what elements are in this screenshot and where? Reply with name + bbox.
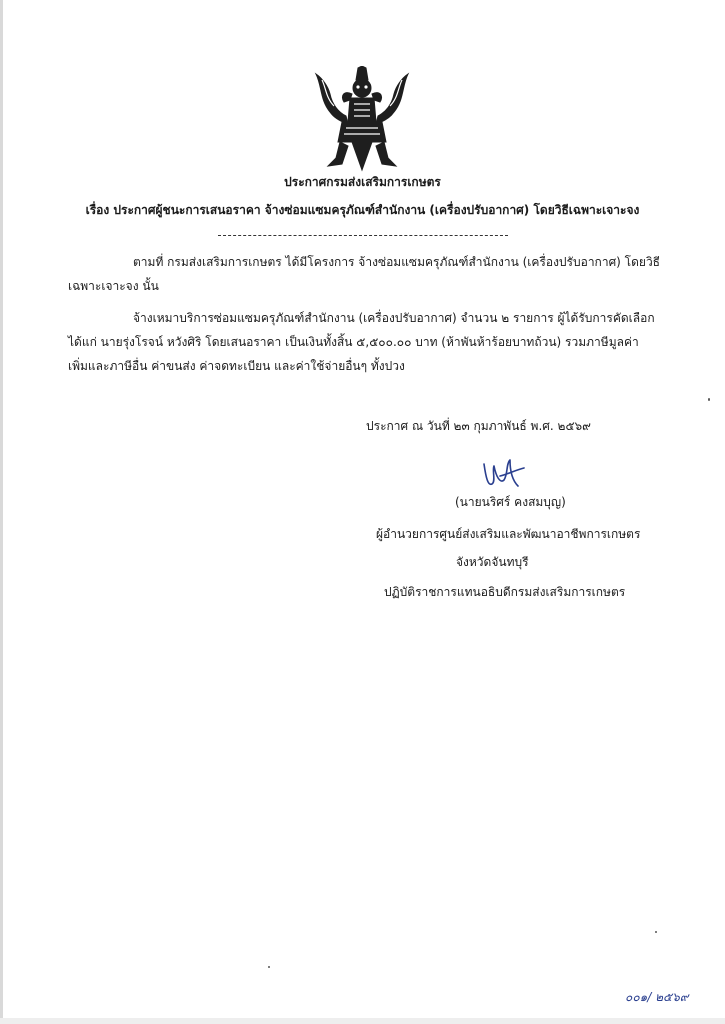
signatory-name: (นายนริศร์ คงสมบุญ) [455,495,566,509]
signatory-position-line-2: จังหวัดจันทบุรี [456,555,529,569]
title-divider [218,235,508,236]
signatory-position-line-1: ผู้อำนวยการศูนย์ส่งเสริมและพัฒนาอาชีพการเกษตร [376,527,641,541]
scan-edge-left [0,0,3,1024]
paragraph-2-line-3: เพิ่มและภาษีอื่น ค่าขนส่ง ค่าจดทะเบียน และค่าใช้จ่ายอื่นๆ ทั้งปวง [68,359,405,373]
document-number: ๐๐๑/ ๒๕๖๙ [625,990,689,1004]
scan-edge-bottom [0,1018,725,1024]
garuda-emblem-icon [312,66,412,174]
paragraph-2-line-1: จ้างเหมาบริการซ่อมแซมครุภัณฑ์สำนักงาน (เครื่องปรับอากาศ) จำนวน ๒ รายการ ผู้ได้รับการคัดเลือก [133,311,655,325]
announcement-date: ประกาศ ณ วันที่ ๒๓ กุมภาพันธ์ พ.ศ. ๒๕๖๙ [366,419,591,433]
signatory-position-line-3: ปฏิบัติราชการแทนอธิบดีกรมส่งเสริมการเกษตร [384,585,626,599]
signature-icon [478,456,528,492]
announcement-title: ประกาศกรมส่งเสริมการเกษตร [284,175,441,189]
scan-speck [655,931,657,933]
paragraph-1-line-2: เฉพาะเจาะจง นั้น [68,279,159,293]
paragraph-1-line-1: ตามที่ กรมส่งเสริมการเกษตร ได้มีโครงการ จ้างซ่อมแซมครุภัณฑ์สำนักงาน (เครื่องปรับอากาศ) โดยวิธี [133,255,661,269]
scan-speck [268,966,270,968]
scan-speck [708,398,710,401]
paragraph-2-line-2: ได้แก่ นายรุ่งโรจน์ หวังศิริ โดยเสนอราคา เป็นเงินทั้งสิ้น ๕,๕๐๐.๐๐ บาท (ห้าพันห้าร้อยบาทถ้วน) รวมภาษีมูลค่า [68,335,639,349]
announcement-subject: เรื่อง ประกาศผู้ชนะการเสนอราคา จ้างซ่อมแซมครุภัณฑ์สำนักงาน (เครื่องปรับอากาศ) โดยวิธีเฉพาะเจาะจง [85,203,640,217]
